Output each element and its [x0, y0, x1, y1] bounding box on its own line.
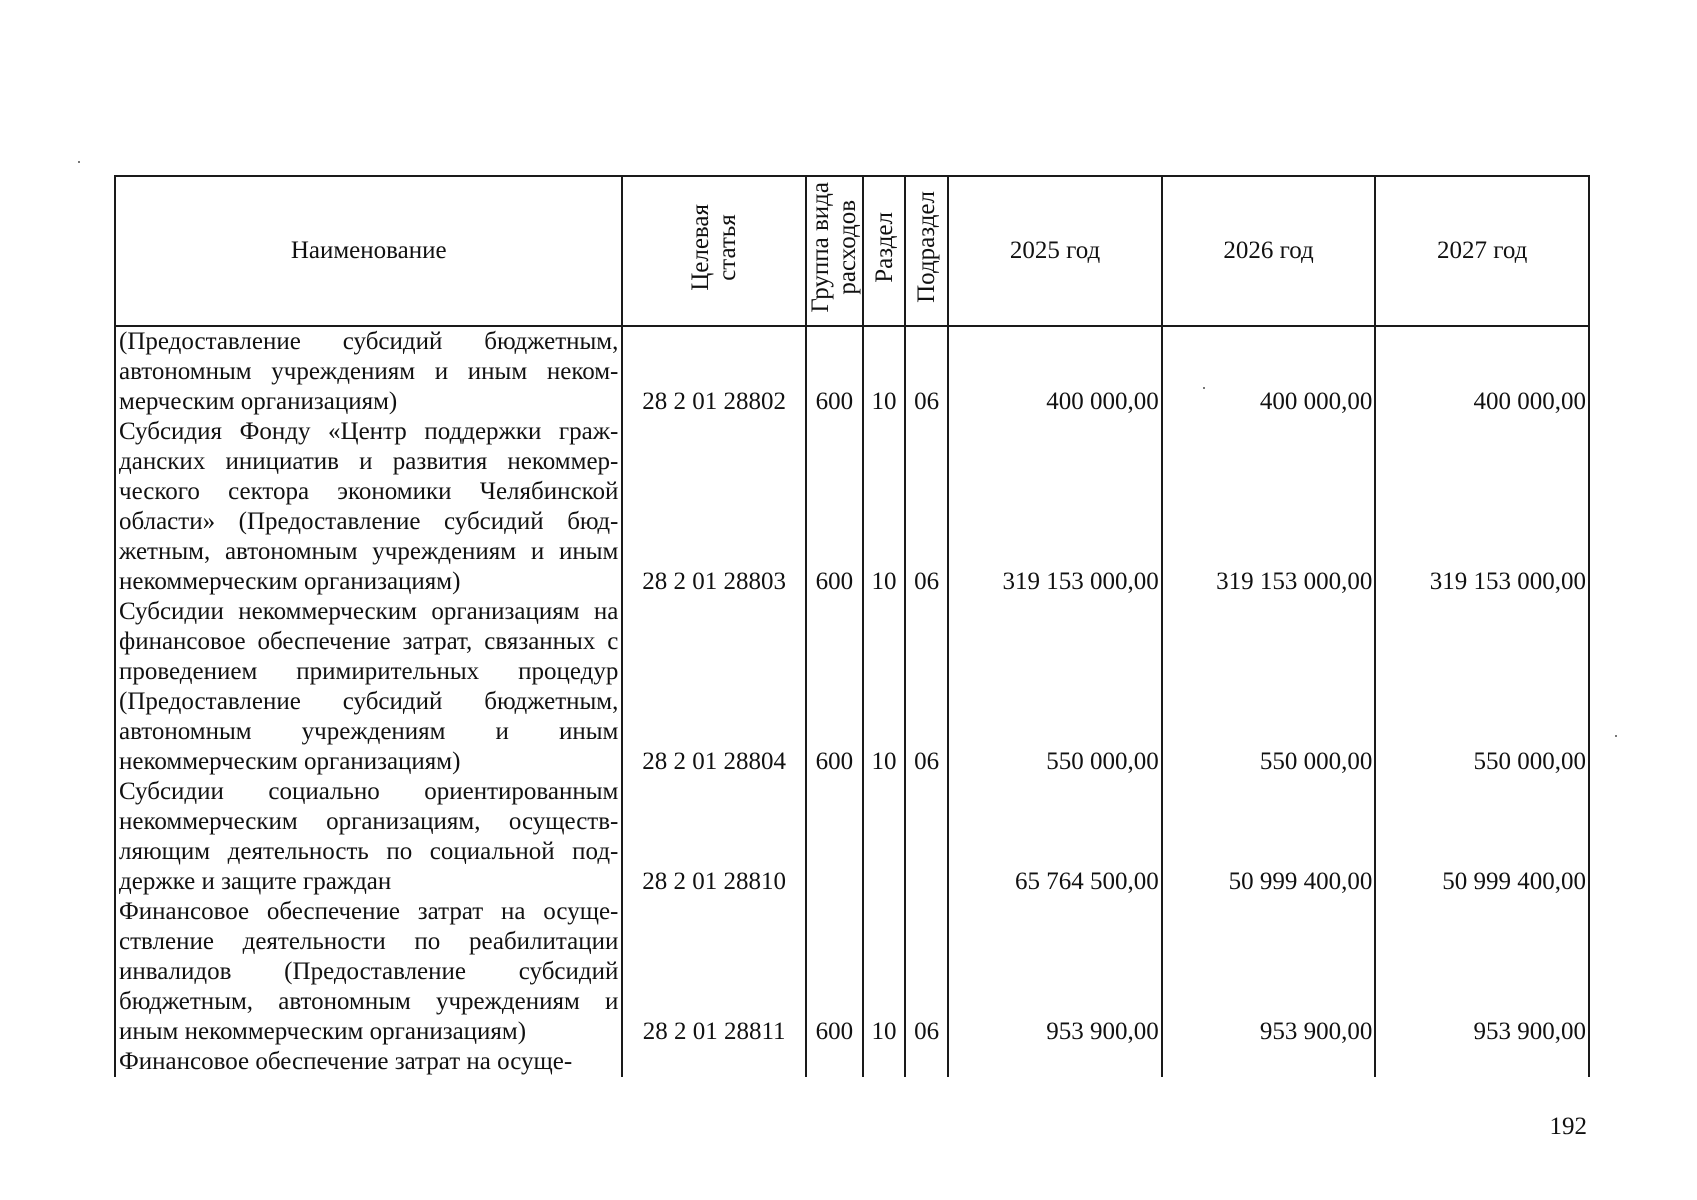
cell-section [863, 1047, 905, 1077]
cell-code: 28 2 01 28802 [622, 326, 805, 417]
cell-code: 28 2 01 28810 [622, 777, 805, 897]
header-2025: 2025 год [948, 176, 1162, 326]
cell-group: 600 [806, 597, 863, 777]
table-row [115, 897, 1589, 1047]
cell-section [863, 777, 905, 897]
cell-2026: 550 000,00 [1162, 597, 1376, 777]
cell-section: 10 [863, 597, 905, 777]
cell-2027: 400 000,00 [1375, 326, 1589, 417]
cell-group: 600 [806, 417, 863, 597]
cell-subsection: 06 [905, 897, 948, 1047]
budget-table [114, 175, 1590, 1077]
header-subsection: Подраздел [905, 176, 948, 326]
cell-2027: 319 153 000,00 [1375, 417, 1589, 597]
cell-2025: 400 000,00 [948, 326, 1162, 417]
cell-subsection: 06 [905, 597, 948, 777]
cell-section: 10 [863, 417, 905, 597]
cell-subsection: 06 [905, 326, 948, 417]
table-body [115, 326, 1589, 1077]
cell-subsection [905, 1047, 948, 1077]
cell-name: Субсидии социально ориентированным некоммерческим организациям, осуществляющим деятельность по социальной поддержке и защите граждан [115, 777, 622, 897]
table-row [115, 777, 1589, 897]
scan-speck [78, 161, 80, 163]
cell-2025: 65 764 500,00 [948, 777, 1162, 897]
cell-2025 [948, 1047, 1162, 1077]
header-2026: 2026 год [1162, 176, 1376, 326]
header-section: Раздел [863, 176, 905, 326]
cell-name: Финансовое обеспечение затрат на осуществление деятельности по реабилитации инвалидов (Предоставление субсидий бюджетным, автономным учреждениям и иным некоммерческим организациям) [115, 897, 622, 1047]
cell-2027: 550 000,00 [1375, 597, 1589, 777]
cell-name: (Предоставление субсидий бюджетным, автономным учреждениям и иным некоммерческим организациям) [115, 326, 622, 417]
cell-2027 [1375, 1047, 1589, 1077]
cell-name: Субсидии некоммерческим организациям на финансовое обеспечение затрат, связанных с проведением примирительных процедур (Предоставление субсидий бюджетным, автономным учреждениям и иным некоммерческим организациям) [115, 597, 622, 777]
cell-2026: 319 153 000,00 [1162, 417, 1376, 597]
cell-subsection [905, 777, 948, 897]
cell-name: Финансовое обеспечение затрат на осуще- [115, 1047, 622, 1077]
scan-speck [1615, 735, 1617, 737]
page-number: 192 [1549, 1113, 1587, 1140]
cell-section: 10 [863, 897, 905, 1047]
header-2027: 2027 год [1375, 176, 1589, 326]
cell-2025: 550 000,00 [948, 597, 1162, 777]
cell-subsection: 06 [905, 417, 948, 597]
header-name: Наименование [115, 176, 622, 326]
scan-speck [1203, 387, 1205, 389]
cell-2026: 953 900,00 [1162, 897, 1376, 1047]
cell-code: 28 2 01 28803 [622, 417, 805, 597]
table-row [115, 326, 1589, 417]
table-row [115, 1047, 1589, 1077]
cell-2025: 319 153 000,00 [948, 417, 1162, 597]
cell-2027: 953 900,00 [1375, 897, 1589, 1047]
header-code: Целевая статья [622, 176, 805, 326]
cell-code: 28 2 01 28811 [622, 897, 805, 1047]
table-header [115, 176, 1589, 326]
cell-2025: 953 900,00 [948, 897, 1162, 1047]
cell-2027: 50 999 400,00 [1375, 777, 1589, 897]
cell-group: 600 [806, 897, 863, 1047]
cell-group [806, 777, 863, 897]
cell-section: 10 [863, 326, 905, 417]
cell-group: 600 [806, 326, 863, 417]
header-group: Группа вида расходов [806, 176, 863, 326]
cell-2026 [1162, 1047, 1376, 1077]
table-row [115, 417, 1589, 597]
cell-group [806, 1047, 863, 1077]
cell-name: Субсидия Фонду «Центр поддержки гражданских инициатив и развития некоммерческого сектора экономики Челябинской области» (Предоставление субсидий бюджетным, автономным учреждениям и иным некоммерческим организациям) [115, 417, 622, 597]
cell-code: 28 2 01 28804 [622, 597, 805, 777]
cell-2026: 400 000,00 [1162, 326, 1376, 417]
cell-code [622, 1047, 805, 1077]
cell-2026: 50 999 400,00 [1162, 777, 1376, 897]
table-row [115, 597, 1589, 777]
